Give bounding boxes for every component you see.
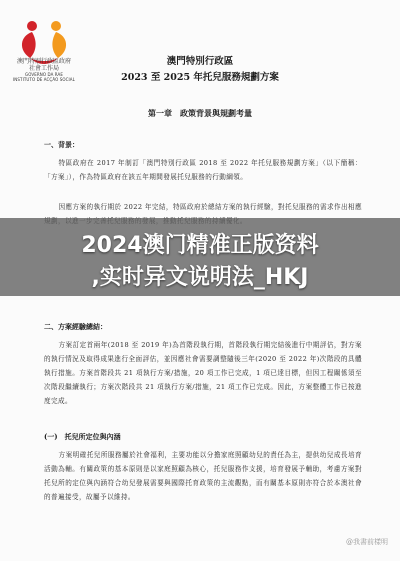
section3-heading: (一) 托兒所定位與內涵 — [44, 432, 121, 441]
document-title-line1: 澳門特別行政區 — [166, 56, 234, 67]
section3-paragraph1: 方案明確托兒所服務屬於社會福利，主要功能以分擔家庭照顧幼兒的責任為主，提供幼兒成長培育活動為輔。有關政策的基本原則是以家庭照顧為核心，托兒服務作支援，培育發展予輔助，考慮方案對托兒所的定位與內涵符合幼兒發展需要與國際托育政策的主流觀點，而有關基本原則亦符合於本澳社會的普遍接受，故屬予以維持。 — [44, 451, 362, 501]
section1-paragraph1: 特區政府在 2017 年制訂「澳門特別行政區 2018 至 2022 年托兒服務規劃方案」（以下簡稱：「方案」），作為特區政府在該五年期間發展托兒服務的行動綱領。 — [44, 159, 362, 181]
chapter-heading: 第一章 政策背景與規劃考量 — [148, 108, 252, 118]
watermark: @我書前樣明 — [346, 538, 388, 546]
org-pt-line2: INSTITUTO DE ACÇÃO SOCIAL — [13, 77, 75, 82]
section2-paragraph1: 方案訂定首兩年(2018 至 2019 年)為首階段執行期，首階段執行期完結後進行中期評估，對方案的執行情況及取得成果進行全面評估，並因應社會需要調整隨後三年(2020 至 2022 年)次階段的具體執行措施。方案首階段共 21 項執行方案/措施，20 項工作已完成，1 項已達目標，但因工程關係須至次階段繼續執行；方案次階段共 21 項執行方案/措施，21 項工作已完成。因此，方案整體工作已按進度完成。 — [44, 341, 362, 405]
headline-banner — [0, 218, 400, 296]
section1-heading: 一、背景： — [44, 140, 79, 149]
org-pt-line1: GOVERNO DA RAE — [25, 72, 63, 77]
document-title-line2: 2023 至 2025 年托兒服務規劃方案 — [121, 72, 279, 83]
headline-line2: ,实时异文说明法_HKJ — [91, 265, 309, 290]
org-zh-line1: 澳門特別行政區政府 — [16, 58, 71, 65]
headline-line1: 2024澳门精准正版资料 — [81, 233, 319, 258]
section2-heading: 二、方案經驗總結： — [44, 322, 107, 331]
org-zh-line2: 社會工作局 — [28, 65, 59, 72]
section1-paragraph2: 因應方案的執行期於 2022 年完結，特區政府於總結方案的執行經驗，對托兒服務的需求作出相應 — [58, 203, 362, 211]
